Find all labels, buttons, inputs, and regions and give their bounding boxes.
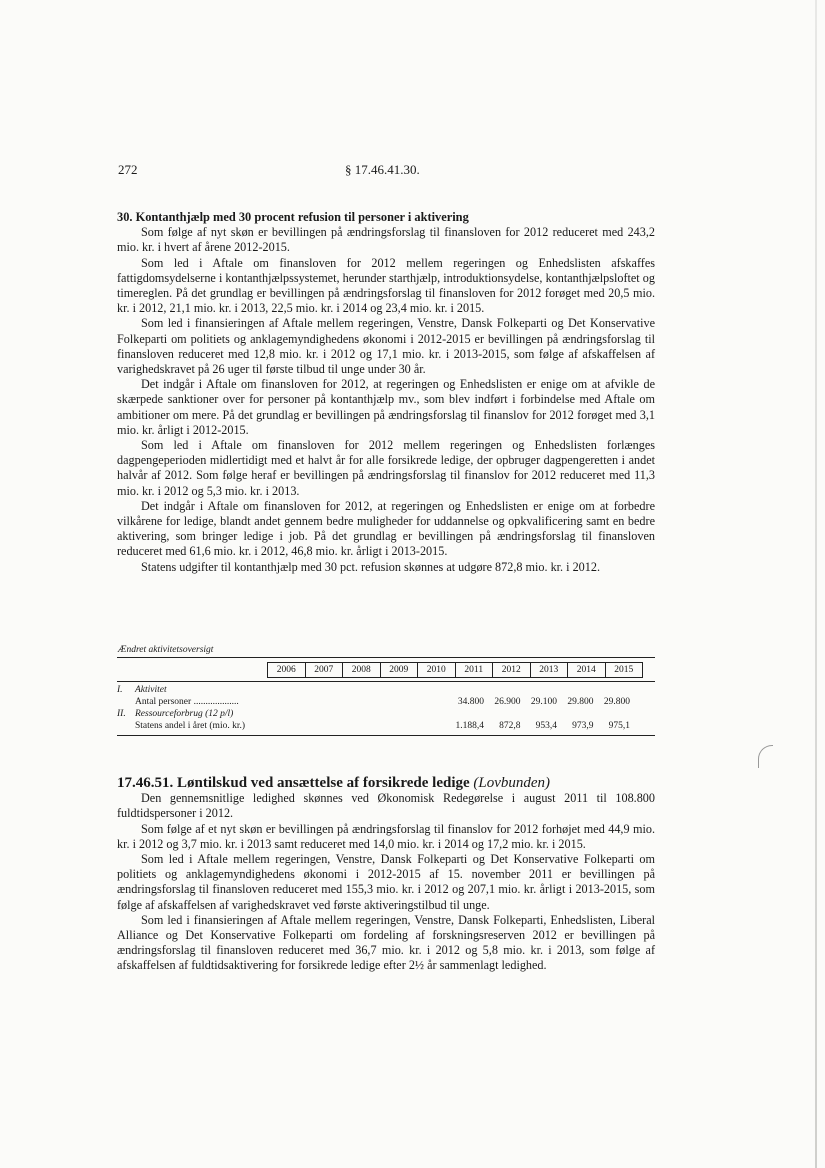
paragraph: Som led i Aftale mellem regeringen, Venstre, Dansk Folkeparti og Det Konservative Folkeparti om politiets og anklagemyndighedens økonomi i 2012-2015 af 15. november 2011 er bevillingen på ændringsforslag til finansloven reduceret med 155,3 mio. kr. i 2012 og 207,1 mio. kr. årligt i 2013-2015, som følge af afskaffelsen af varighedskravet ved første aktiveringstilbud til unge. (117, 852, 655, 912)
row-values (267, 720, 632, 732)
table-cell (304, 720, 341, 732)
table-cell (267, 720, 304, 732)
table-cell: 975,1 (608, 721, 630, 731)
section-30 (117, 210, 655, 575)
scan-edge (815, 0, 817, 1168)
table-year-header (267, 662, 643, 678)
table-top-rule (117, 657, 655, 658)
paragraph: Som led i finansieringen af Aftale mellem regeringen, Venstre, Dansk Folkeparti, Enhedslisten, Liberal Alliance og Det Konservative Folkeparti om fordeling af forskningsreserven 2012 er bevillingen på ændringsforslag til finansloven reduceret med 36,7 mio. kr. i 2012 og 5,8 mio. kr. i 2013, som følge af afskaffelsen af fuldtidsaktivering for forsikrede ledige efter 2½ år sammenlagt ledighed. (117, 912, 655, 973)
table-cell (413, 720, 450, 732)
table-cell: 29.100 (530, 697, 557, 707)
paragraph: Den gennemsnitlige ledighed skønnes ved Økonomisk Redegørelse i august 2011 til 108.800 fuldtidspersoner i 2012. (117, 791, 655, 821)
year-header: 2011 (456, 663, 494, 677)
table-cell (304, 696, 341, 708)
section-51 (117, 776, 655, 974)
table-group-title (117, 684, 655, 696)
year-header: 2012 (493, 663, 531, 677)
table-cell (377, 696, 414, 708)
year-header: 2013 (531, 663, 569, 677)
table-row (117, 696, 655, 708)
table-cell: 26.900 (494, 697, 521, 707)
paragraph: Som følge af nyt skøn er bevillingen på ændringsforslag til finansloven for 2012 reduceret med 243,2 mio. kr. i hvert af årene 2012-2015. (117, 225, 655, 255)
year-header: 2007 (306, 663, 344, 677)
table-bottom-rule (117, 735, 655, 736)
table-header-rule (117, 681, 655, 682)
paragraph: Som led i finansieringen af Aftale mellem regeringen, Venstre, Dansk Folkeparti og Det Konservative Folkeparti om politiets og anklagemyndighedens økonomi i 2012-2015 er bevillingen på ændringsforslag til finansloven reduceret med 12,8 mio. kr. i 2012 og 17,1 mio. kr. i 2013-2015, som følge af afskaffelsen af varighedskravet på 26 uger til første tilbud til unge under 30 år. (117, 316, 655, 377)
year-header: 2006 (268, 663, 306, 677)
group-title: Ressourceforbrug (12 p/l) (135, 709, 234, 719)
table-cell (340, 696, 377, 708)
row-label: Statens andel i året (mio. kr.) (135, 721, 246, 731)
year-header: 2009 (381, 663, 419, 677)
table-cell: 29.800 (567, 697, 594, 707)
table-group-title (117, 708, 655, 720)
section-reference: § 17.46.41.30. (345, 162, 420, 177)
paragraph: Det indgår i Aftale om finansloven for 2012, at regeringen og Enhedslisten er enige om at forbedre vilkårene for ledige, blandt andet gennem bedre muligheder for uddannelse og opkvalificering samt en bedre aktivering, som bringer ledige i job. På det grundlag er bevillingen på ændringsforslag til finansloven reduceret med 61,6 mio. kr. i 2012, 46,8 mio. kr. årligt i 2013-2015. (117, 498, 655, 559)
table-cell: 1.188,4 (455, 721, 484, 731)
paragraph: Statens udgifter til kontanthjælp med 30 pct. refusion skønnes at udgøre 872,8 mio. kr. i 2012. (141, 559, 601, 574)
group-title: Aktivitet (135, 685, 167, 695)
table-cell: 953,4 (535, 721, 557, 731)
section-30-heading: 30. Kontanthjælp med 30 procent refusion til personer i aktivering (117, 210, 469, 224)
row-label: Antal personer ................... (135, 697, 239, 707)
table-cell (340, 720, 377, 732)
heading-qualifier: (Lovbunden) (473, 775, 551, 791)
table-cell (267, 696, 304, 708)
group-numeral: I. (117, 685, 123, 695)
year-header: 2015 (614, 665, 634, 675)
table-cell: 973,9 (572, 721, 594, 731)
group-numeral: II. (117, 709, 126, 719)
year-header: 2010 (418, 663, 456, 677)
table-cell (413, 696, 450, 708)
paragraph: Som led i Aftale om finansloven for 2012 mellem regeringen og Enhedslisten afskaffes fattigdomsydelserne i kontanthjælpssystemet, herunder starthjælp, introduktionsydelse, kontanthjælpsloftet og timereglen. På det grundlag er bevillingen på ændringsforslag til finansloven for 2012 forøget med 20,5 mio. kr. i 2012, 21,1 mio. kr. i 2013, 22,5 mio. kr. i 2014 og 23,4 mio. kr. i 2015. (117, 255, 655, 316)
table-row (117, 720, 655, 732)
section-51-heading (117, 776, 655, 791)
heading-main: 17.46.51. Løntilskud ved ansættelse af forsikrede ledige (117, 775, 470, 791)
year-header: 2014 (568, 663, 606, 677)
page-number: 272 (118, 162, 138, 177)
scan-mark (758, 745, 773, 768)
table-cell: 29.800 (603, 697, 630, 707)
row-values (267, 696, 632, 708)
table-cell (377, 720, 414, 732)
table-cell: 872,8 (499, 721, 521, 731)
year-header: 2008 (343, 663, 381, 677)
paragraph: Det indgår i Aftale om finansloven for 2012, at regeringen og Enhedslisten er enige om at afvikle de skærpede sanktioner over for personer på kontanthjælp mv., som blev indført i forbindelse med Aftale om ambitioner om mere. På det grundlag er bevillingen på ændringsforslag til finanslov for 2012 forøget med 3,1 mio. kr. årligt i 2012-2015. (117, 377, 655, 437)
paragraph: Som led i Aftale om finansloven for 2012 mellem regeringen og Enhedslisten forlænges dagpengeperioden midlertidigt med et halvt år for alle forsikrede ledige, der opbruger dagpengeretten i andet halvår af 2012. Som følge heraf er bevillingen på ændringsforslag til finanslov for 2012 reduceret med 11,3 mio. kr. i 2012 og 5,3 mio. kr. i 2013. (117, 438, 655, 498)
table-cell: 34.800 (457, 697, 484, 707)
table-caption: Ændret aktivitetsoversigt (118, 645, 214, 655)
paragraph: Som følge af et nyt skøn er bevillingen på ændringsforslag til finanslov for 2012 forhøjet med 44,9 mio. kr. i 2012 og 3,7 mio. kr. i 2013 samt reduceret med 14,0 mio. kr. i 2014 og 17,2 mio. kr. i 2015. (117, 821, 655, 851)
